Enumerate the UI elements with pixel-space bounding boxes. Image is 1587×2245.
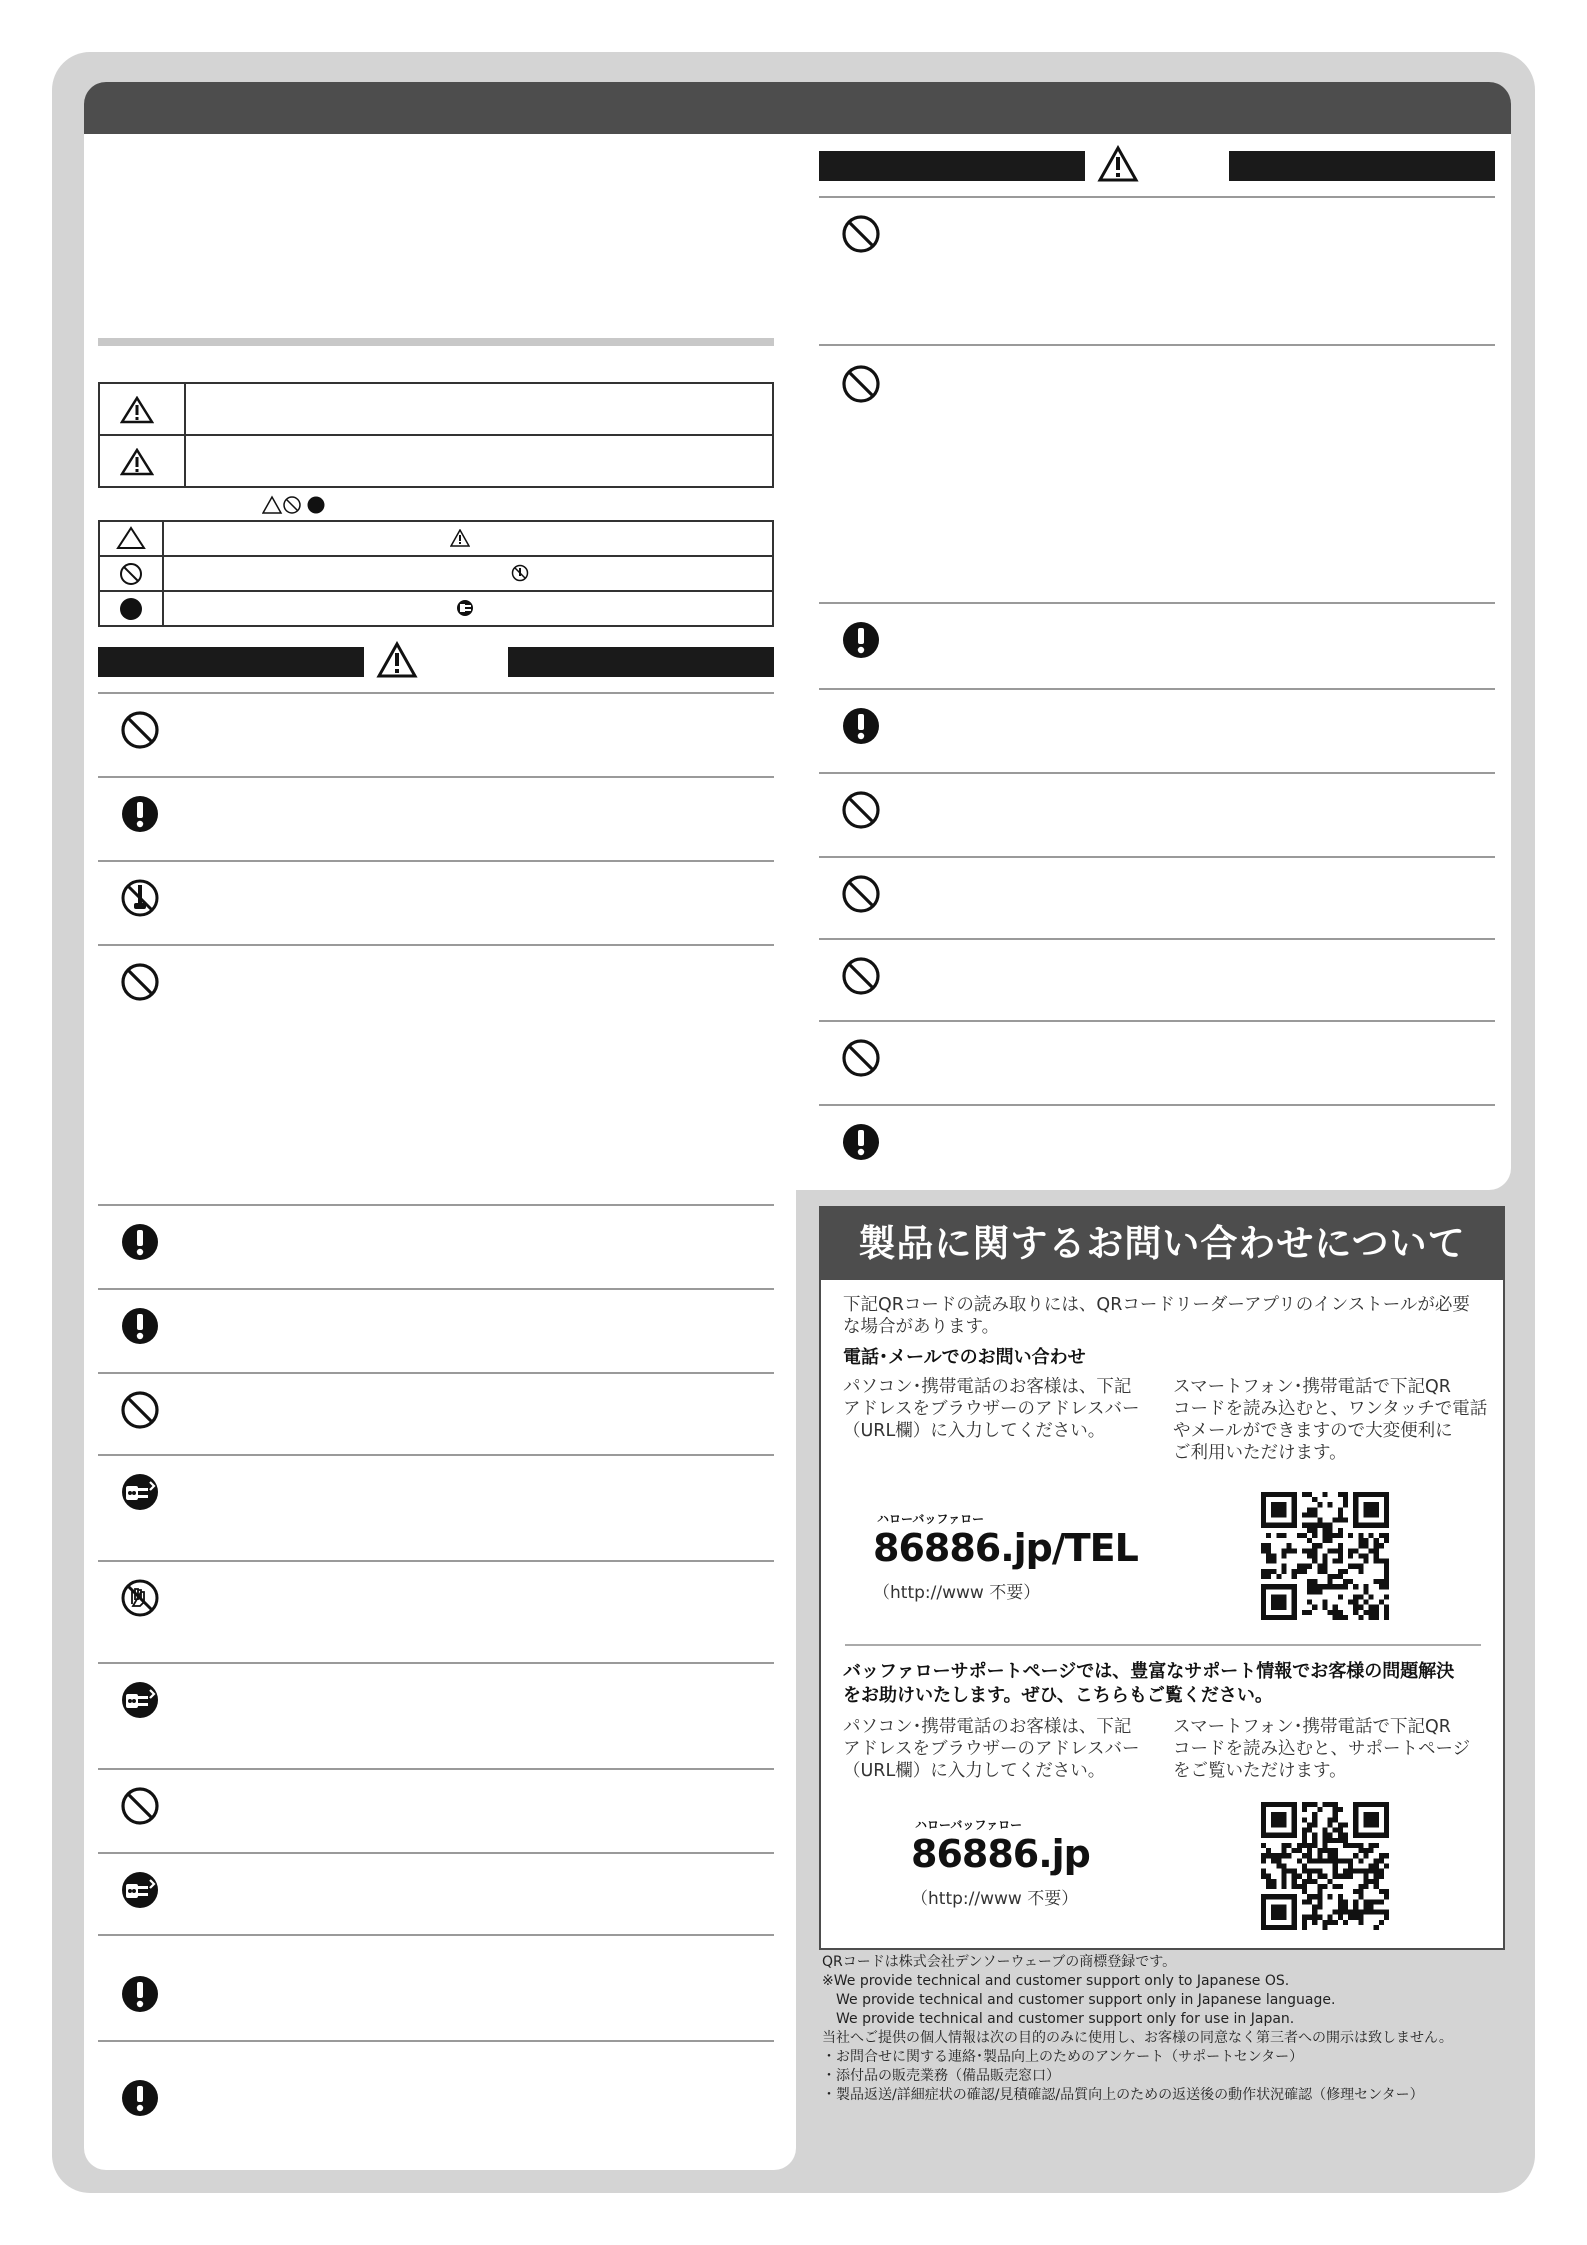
- hello-buffalo-label: ハローバッファロー: [877, 1512, 985, 1526]
- support-heading-line1: バッファローサポートページでは、豊富なサポート情報でお客様の問題解決: [843, 1661, 1455, 1682]
- item-divider: [819, 344, 1495, 346]
- support-url[interactable]: 86886.jp: [911, 1832, 1090, 1876]
- mini-unplug-icon: [456, 599, 474, 617]
- warning-item: [819, 1106, 1495, 1166]
- warning-section-header-right: [819, 151, 1495, 181]
- phone-pc-text-2: アドレスをブラウザーのアドレスバー: [843, 1399, 1140, 1419]
- warning-triangle-icon: [120, 396, 154, 424]
- section-divider: [98, 338, 774, 346]
- mandatory-icon: [120, 1222, 160, 1262]
- prohibition-icon: [116, 561, 146, 587]
- footnote-1: ※We provide technical and customer support only to Japanese OS.: [822, 1973, 1290, 1989]
- warning-item: [98, 1958, 774, 2018]
- item-divider: [98, 2040, 774, 2042]
- warning-item: [819, 858, 1495, 918]
- qr-note-line1: 下記QRコードの読み取りには、QRコードリーダーアプリのインストールが必要: [843, 1295, 1470, 1315]
- contact-title: 製品に関するお問い合わせについて: [821, 1208, 1503, 1280]
- mandatory-icon: [120, 1974, 160, 2014]
- header-band: [84, 82, 1511, 134]
- unplug-icon: [120, 1870, 160, 1910]
- warning-item: [819, 1022, 1495, 1082]
- footnote-7: ・製品返送/詳細症状の確認/見積確認/品質向上のための返送後の動作状況確認（修理センター）: [822, 2087, 1424, 2103]
- phone-smart-text-2: コードを読み込むと、ワンタッチで電話: [1173, 1399, 1488, 1419]
- prohibition-icon: [120, 710, 160, 750]
- warning-item: [98, 1770, 774, 1830]
- severity-row-caution: [100, 436, 772, 486]
- mandatory-icon: [841, 706, 881, 746]
- no-wet-hands-icon: [120, 1578, 160, 1618]
- unplug-icon: [120, 1680, 160, 1720]
- warning-item: [819, 774, 1495, 834]
- support-pc-text-3: （URL欄）に入力してください。: [843, 1761, 1106, 1781]
- warning-item: [98, 1206, 774, 1266]
- footnote-6: ・添付品の販売業務（備品販売窓口）: [822, 2068, 1060, 2084]
- phone-smart-text-3: やメールができますので大変便利に: [1173, 1421, 1453, 1441]
- support-smart-text-3: をご覧いただけます。: [1173, 1761, 1347, 1781]
- mandatory-icon: [841, 1122, 881, 1162]
- severity-row-warning: [100, 384, 772, 436]
- warning-item: [819, 348, 1495, 408]
- warning-item: [98, 1456, 774, 1516]
- unplug-icon: [120, 1472, 160, 1512]
- warning-item: [98, 1664, 774, 1724]
- no-disassemble-icon: [120, 878, 160, 918]
- symbol-row-mandatory: [100, 592, 772, 625]
- prohibition-icon: [841, 364, 881, 404]
- item-divider: [98, 1934, 774, 1936]
- contact-divider: [845, 1644, 1481, 1646]
- prohibition-icon: [841, 874, 881, 914]
- phone-mail-heading: 電話･メールでのお問い合わせ: [843, 1347, 1086, 1368]
- warning-item: [98, 778, 774, 838]
- symbol-caption: [262, 495, 326, 519]
- tel-url-note: （http://www 不要）: [873, 1583, 1041, 1603]
- warning-section-header-left: [98, 647, 774, 677]
- triangle-icon: [116, 526, 146, 550]
- footnotes: [822, 1953, 1512, 2105]
- prohibition-icon: [841, 956, 881, 996]
- warning-item: [819, 604, 1495, 664]
- footnote-5: ・お問合せに関する連絡･製品向上のためのアンケート（サポートセンター）: [822, 2049, 1304, 2065]
- warning-item: [98, 1374, 774, 1434]
- warning-item: [98, 946, 774, 1006]
- phone-smart-text-1: スマートフォン･携帯電話で下記QR: [1173, 1377, 1451, 1397]
- tel-url[interactable]: 86886.jp/TEL: [873, 1526, 1138, 1570]
- prohibition-icon: [120, 1786, 160, 1826]
- symbol-row-triangle: [100, 522, 772, 557]
- qr-code-support-icon[interactable]: [1261, 1802, 1389, 1930]
- phone-smart-text-4: ご利用いただけます。: [1173, 1443, 1347, 1463]
- qr-code-tel-icon[interactable]: [1261, 1492, 1389, 1620]
- triangle-icon: [262, 495, 326, 515]
- warning-item: [819, 198, 1495, 258]
- warning-item: [98, 1290, 774, 1350]
- symbol-row-prohibition: [100, 557, 772, 592]
- prohibition-icon: [841, 790, 881, 830]
- contact-box: [819, 1206, 1505, 1950]
- footnote-4: 当社へご提供の個人情報は次の目的のみに使用し、お客様の同意なく第三者への開示は致しません。: [822, 2030, 1453, 2046]
- footnote-3: We provide technical and customer support only for use in Japan.: [822, 2011, 1295, 2027]
- support-url-note: （http://www 不要）: [911, 1889, 1079, 1909]
- warning-item: [98, 694, 774, 754]
- support-smart-text-2: コードを読み込むと、サポートページ: [1173, 1739, 1471, 1759]
- severity-legend: [98, 382, 774, 488]
- support-heading-line2: をお助けいたします。ぜひ、こちらもご覧ください。: [843, 1685, 1273, 1706]
- footnote-2: We provide technical and customer support only in Japanese language.: [822, 1992, 1336, 2008]
- warning-item: [98, 2062, 774, 2122]
- qr-note-line2: な場合があります。: [843, 1317, 1000, 1337]
- warning-item: [819, 940, 1495, 1000]
- phone-pc-text-1: パソコン･携帯電話のお客様は、下記: [843, 1377, 1132, 1397]
- warning-item: [98, 1854, 774, 1914]
- prohibition-icon: [120, 962, 160, 1002]
- symbols-legend: [98, 520, 774, 627]
- mini-warning-icon: [450, 529, 470, 547]
- prohibition-icon: [120, 1390, 160, 1430]
- mandatory-icon: [120, 794, 160, 834]
- warning-item: [819, 690, 1495, 750]
- support-pc-text-2: アドレスをブラウザーのアドレスバー: [843, 1739, 1140, 1759]
- phone-pc-text-3: （URL欄）に入力してください。: [843, 1421, 1106, 1441]
- hello-buffalo-label-2: ハローバッファロー: [915, 1818, 1023, 1832]
- warning-item: [98, 1562, 774, 1622]
- warning-triangle-icon: [376, 641, 418, 679]
- caution-triangle-icon: [120, 448, 154, 476]
- mandatory-icon: [120, 2078, 160, 2118]
- support-pc-text-1: パソコン･携帯電話のお客様は、下記: [843, 1717, 1132, 1737]
- prohibition-icon: [841, 214, 881, 254]
- mini-no-disassemble-icon: [511, 564, 529, 582]
- footnote-0: QRコードは株式会社デンソーウェーブの商標登録です。: [822, 1954, 1177, 1970]
- support-smart-text-1: スマートフォン･携帯電話で下記QR: [1173, 1717, 1451, 1737]
- mandatory-dot-icon: [116, 596, 146, 622]
- mandatory-icon: [120, 1306, 160, 1346]
- warning-item: [98, 862, 774, 922]
- prohibition-icon: [841, 1038, 881, 1078]
- mandatory-icon: [841, 620, 881, 660]
- caution-triangle-icon: [1097, 145, 1139, 183]
